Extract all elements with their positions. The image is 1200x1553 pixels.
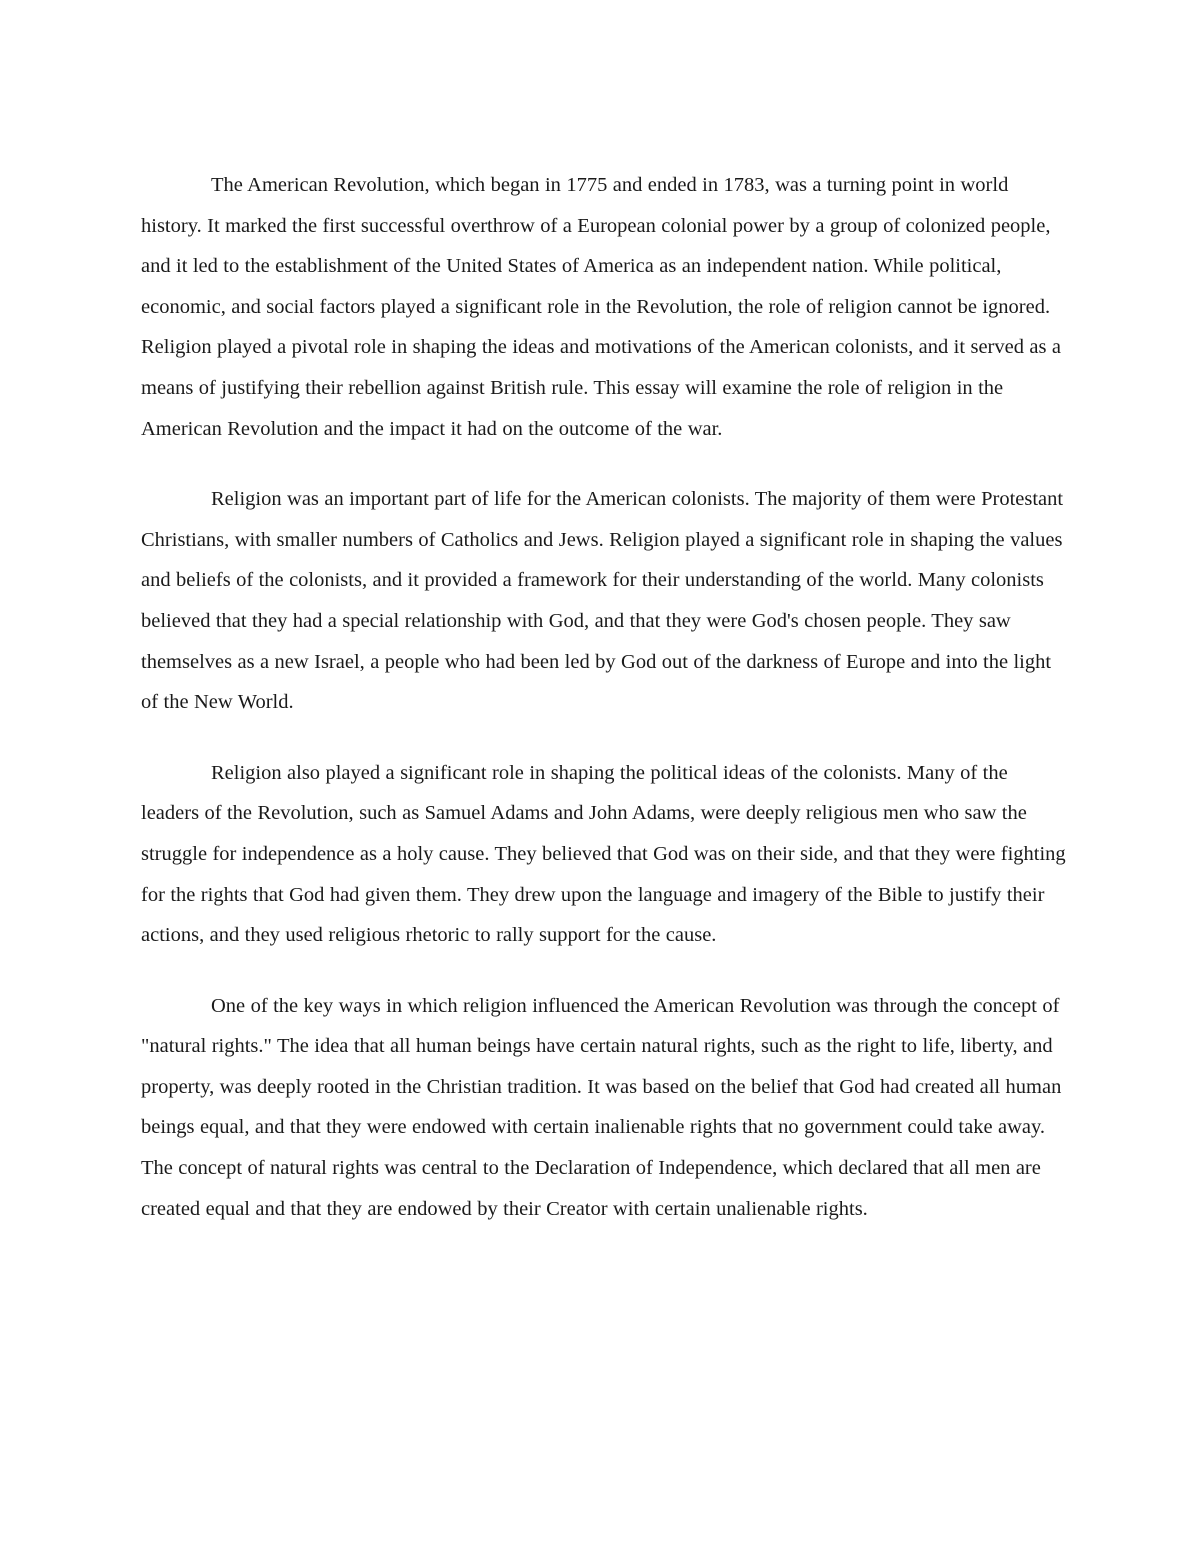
essay-body bbox=[141, 165, 1066, 1229]
paragraph-1: The American Revolution, which began in 1775 and ended in 1783, was a turning point in world history. It marked the first successful overthrow of a European colonial power by a group of colonized people, and it led to the establishment of the United States of America as an independent nation. While political, economic, and social factors played a significant role in the Revolution, the role of religion cannot be ignored. Religion played a pivotal role in shaping the ideas and motivations of the American colonists, and it served as a means of justifying their rebellion against British rule. This essay will examine the role of religion in the American Revolution and the impact it had on the outcome of the war. bbox=[141, 174, 1062, 440]
paragraph-2: Religion was an important part of life for the American colonists. The majority of them were Protestant Christians, with smaller numbers of Catholics and Jews. Religion played a significant role in shaping the values and beliefs of the colonists, and it provided a framework for their understanding of the world. Many colonists believed that they had a special relationship with God, and that they were God's chosen people. They saw themselves as a new Israel, a people who had been led by God out of the darkness of Europe and into the light of the New World. bbox=[141, 488, 1064, 714]
paragraph-4: One of the key ways in which religion influenced the American Revolution was through the concept of "natural rights." The idea that all human beings have certain natural rights, such as the right to life, liberty, and property, was deeply rooted in the Christian tradition. It was based on the belief that God had created all human beings equal, and that they were endowed with certain inalienable rights that no government could take away. The concept of natural rights was central to the Declaration of Independence, which declared that all men are created equal and that they are endowed by their Creator with certain unalienable rights. bbox=[141, 994, 1062, 1220]
paragraph-3: Religion also played a significant role in shaping the political ideas of the colonists. Many of the leaders of the Revolution, such as Samuel Adams and John Adams, were deeply religious men who saw the struggle for independence as a holy cause. They believed that God was on their side, and that they were fighting for the rights that God had given them. They drew upon the language and imagery of the Bible to justify their actions, and they used religious rhetoric to rally support for the cause. bbox=[141, 761, 1066, 947]
